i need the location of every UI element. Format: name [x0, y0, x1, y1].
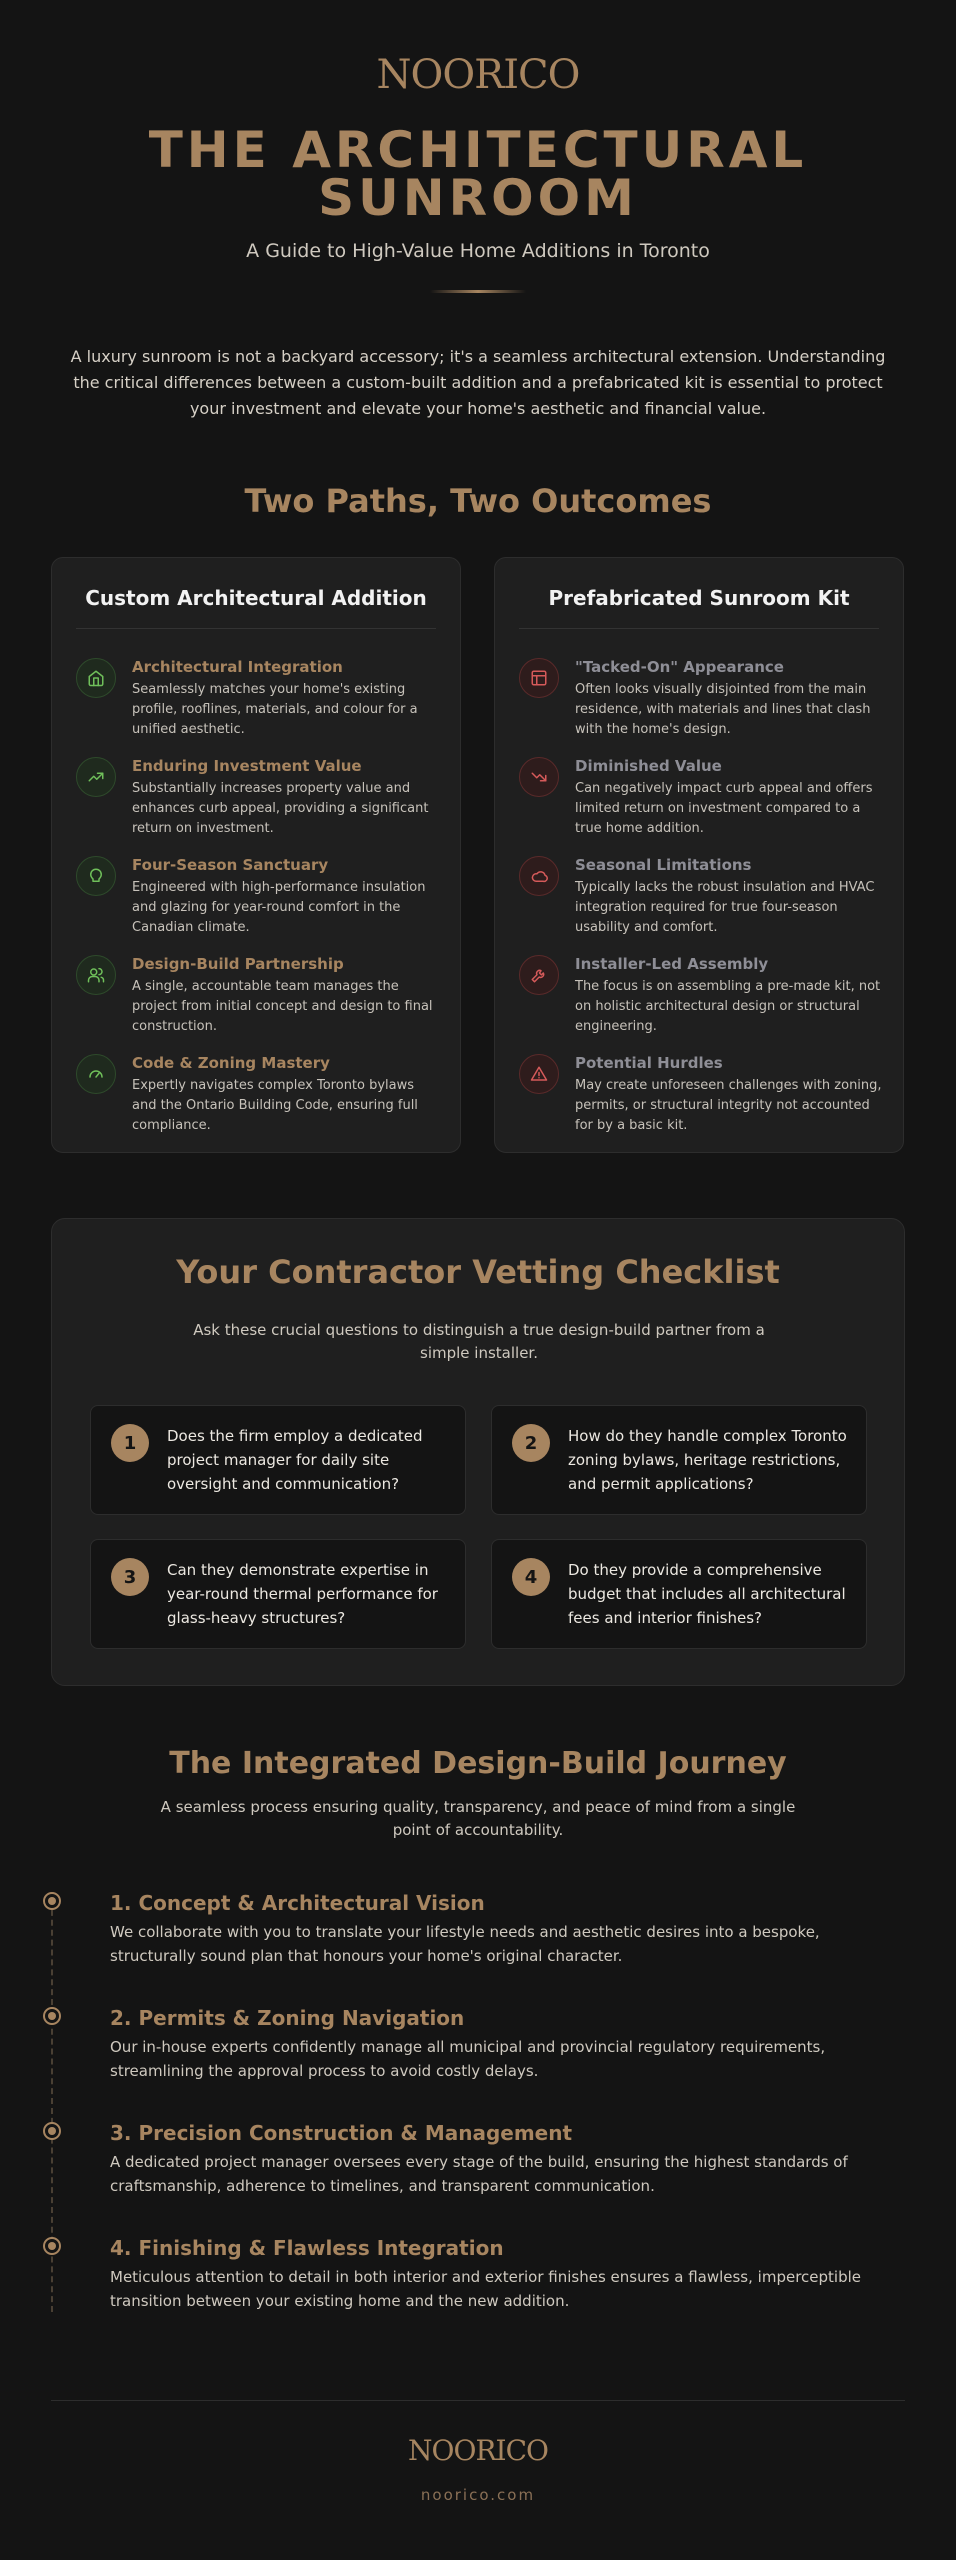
feature-title: "Tacked-On" Appearance	[575, 658, 784, 676]
journey-subtitle: A seamless process ensuring quality, transparency, and peace of mind from a single point of accountability.	[160, 1798, 796, 1839]
checklist-title: Your Contractor Vetting Checklist	[176, 1253, 780, 1291]
cloud-icon	[519, 856, 559, 896]
users-icon	[76, 955, 116, 995]
step-title: 4. Finishing & Flawless Integration	[110, 2236, 504, 2260]
feature-title: Diminished Value	[575, 757, 722, 775]
feature-text: Expertly navigates complex Toronto bylaws and the Ontario Building Code, ensuring full compliance.	[132, 1078, 418, 1133]
question-number: 3	[111, 1558, 149, 1596]
divider	[76, 628, 436, 629]
footer-divider	[51, 2400, 905, 2401]
checklist-question	[90, 1405, 466, 1515]
feature-title: Potential Hurdles	[575, 1054, 723, 1072]
footer-logo[interactable]: NOORICO	[408, 2434, 548, 2467]
hero-subtitle: A Guide to High-Value Home Additions in Toronto	[246, 240, 710, 262]
timeline-dot-icon	[43, 2122, 61, 2140]
timeline-dot-icon	[43, 2237, 61, 2255]
gauge-icon	[76, 1054, 116, 1094]
feature-text: The focus is on assembling a pre-made kit, not on holistic architectural design or structural engineering.	[575, 979, 881, 1034]
feature-title: Design-Build Partnership	[132, 955, 344, 973]
feature-text: Seamlessly matches your home's existing profile, rooflines, materials, and colour for a unified aesthetic.	[132, 682, 418, 737]
prefab-kit-card	[494, 557, 904, 1153]
checklist-question	[491, 1405, 867, 1515]
question-text: Does the firm employ a dedicated project manager for daily site oversight and communication?	[167, 1427, 423, 1493]
custom-addition-card	[51, 557, 461, 1153]
footer-website-link[interactable]: noorico.com	[420, 2486, 536, 2504]
feature-title: Installer-Led Assembly	[575, 955, 769, 973]
brand-logo[interactable]: NOORICO	[376, 52, 580, 98]
question-number: 1	[111, 1424, 149, 1462]
journey-title: The Integrated Design-Build Journey	[169, 1746, 787, 1781]
step-text: We collaborate with you to translate your lifestyle needs and aesthetic desires into a bespoke, structurally sound plan that honours your home's original character.	[110, 1923, 820, 1965]
timeline-dot-icon	[43, 1892, 61, 1910]
intro-paragraph: A luxury sunroom is not a backyard accessory; it's a seamless architectural extension. Understanding the critical differences between a custom-built addition and a prefabricated kit is essential to protect your investment and elevate your home's aesthetic and financial value.	[70, 347, 886, 418]
comparison-title: Two Paths, Two Outcomes	[244, 482, 712, 520]
question-text: Do they provide a comprehensive budget that includes all architectural fees and interior finishes?	[568, 1561, 846, 1627]
card-heading: Prefabricated Sunroom Kit	[548, 586, 850, 610]
feature-title: Enduring Investment Value	[132, 757, 362, 775]
step-text: A dedicated project manager oversees every stage of the build, ensuring the highest standards of craftsmanship, adherence to timelines, and transparent communication.	[110, 2153, 848, 2195]
step-title: 3. Precision Construction & Management	[110, 2121, 573, 2145]
shield-icon	[76, 856, 116, 896]
step-title: 2. Permits & Zoning Navigation	[110, 2006, 465, 2030]
timeline-dot-icon	[43, 2007, 61, 2025]
checklist-question	[491, 1539, 867, 1649]
feature-title: Four-Season Sanctuary	[132, 856, 329, 874]
question-text: Can they demonstrate expertise in year-round thermal performance for glass-heavy structures?	[167, 1561, 438, 1627]
question-number: 2	[512, 1424, 550, 1462]
feature-text: Substantially increases property value and enhances curb appeal, providing a significant return on investment.	[132, 781, 429, 836]
step-text: Our in-house experts confidently manage all municipal and provincial regulatory requirements, streamlining the approval process to avoid costly delays.	[110, 2038, 826, 2080]
feature-text: Can negatively impact curb appeal and offers limited return on investment compared to a true home addition.	[575, 781, 873, 836]
divider	[519, 628, 879, 629]
step-text: Meticulous attention to detail in both interior and exterior finishes ensures a flawless, imperceptible transition between your existing home and the new addition.	[110, 2268, 861, 2310]
hero-divider	[430, 290, 526, 293]
checklist-question	[90, 1539, 466, 1649]
home-icon	[76, 658, 116, 698]
warning-icon	[519, 1054, 559, 1094]
feature-text: Engineered with high-performance insulation and glazing for year-round comfort in the Canadian climate.	[132, 880, 426, 935]
trending-up-icon	[76, 757, 116, 797]
layout-icon	[519, 658, 559, 698]
checklist-subtitle: Ask these crucial questions to distinguish a true design-build partner from a simple installer.	[193, 1321, 765, 1362]
question-number: 4	[512, 1558, 550, 1596]
trending-down-icon	[519, 757, 559, 797]
feature-title: Architectural Integration	[132, 658, 343, 676]
feature-title: Code & Zoning Mastery	[132, 1054, 330, 1072]
feature-text: May create unforeseen challenges with zoning, permits, or structural integrity not accounted for by a basic kit.	[575, 1078, 882, 1133]
hero-title: THE ARCHITECTURAL SUNROOM	[148, 121, 808, 227]
vetting-checklist	[51, 1218, 905, 1686]
feature-text: Often looks visually disjointed from the main residence, with materials and lines that clash with the home's design.	[575, 682, 871, 737]
wrench-icon	[519, 955, 559, 995]
feature-text: A single, accountable team manages the project from initial concept and design to final construction.	[132, 979, 433, 1034]
card-heading: Custom Architectural Addition	[85, 586, 427, 610]
question-text: How do they handle complex Toronto zoning bylaws, heritage restrictions, and permit applications?	[568, 1427, 847, 1493]
feature-text: Typically lacks the robust insulation and HVAC integration required for true four-season usability and comfort.	[575, 880, 875, 935]
step-title: 1. Concept & Architectural Vision	[110, 1891, 485, 1915]
feature-title: Seasonal Limitations	[575, 856, 752, 874]
